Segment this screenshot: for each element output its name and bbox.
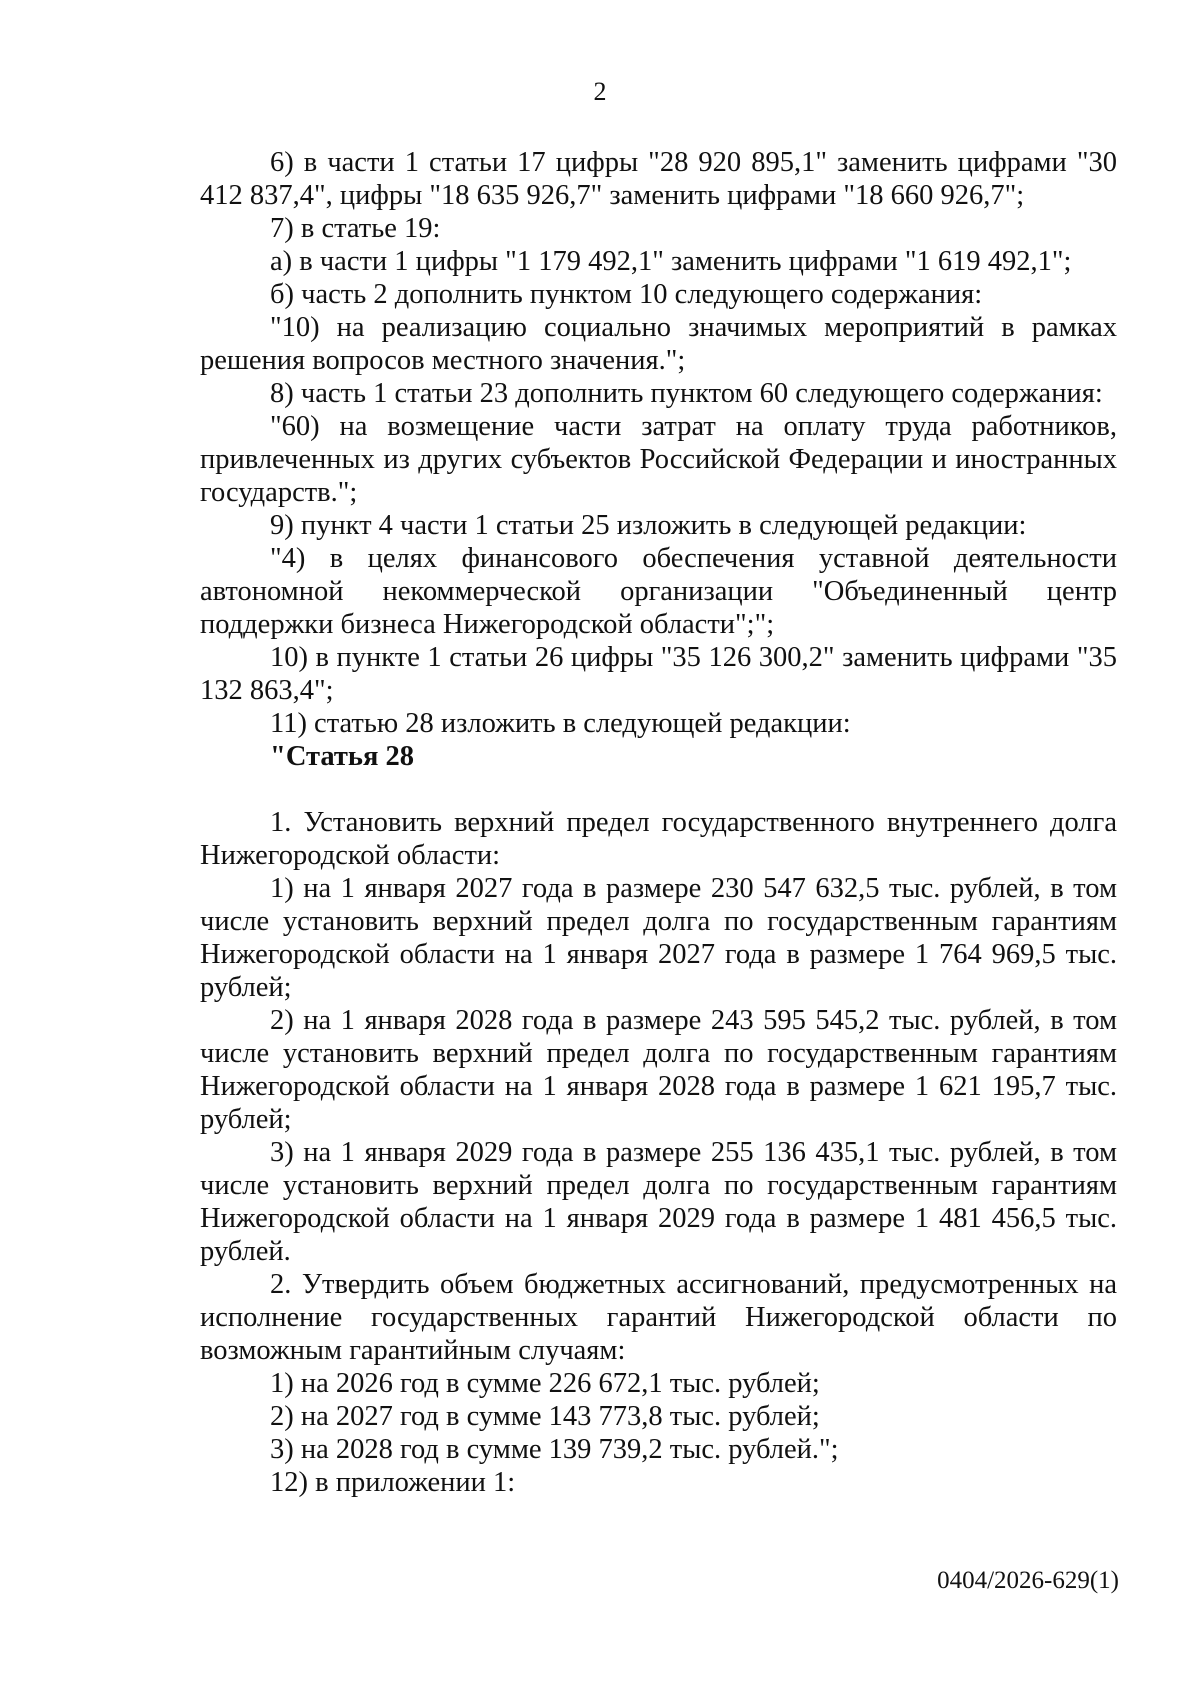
paragraph-item-11: 11) статью 28 изложить в следующей редакции: [270, 708, 851, 739]
paragraph-debt-limit-2029: 3) на 1 января 2029 года в размере 255 136 435,1 тыс. рублей, в том числе установить верхний предел долга по государственным гарантиям Нижегородской области на 1 января 2029 года в размере 1 481 456,5 тыс. рублей. [200, 1137, 1117, 1267]
document-code: 0404/2026-629(1) [937, 1567, 1119, 1594]
paragraph-item-10: 10) в пункте 1 статьи 26 цифры "35 126 300,2" заменить цифрами "35 132 863,4"; [200, 642, 1117, 706]
paragraph-item-7: 7) в статье 19: [270, 213, 441, 244]
paragraph-subitem-b: б) часть 2 дополнить пунктом 10 следующего содержания: [270, 279, 983, 310]
paragraph-debt-limit-2027: 1) на 1 января 2027 года в размере 230 547 632,5 тыс. рублей, в том числе установить верхний предел долга по государственным гарантиям Нижегородской области на 1 января 2027 года в размере 1 764 969,5 тыс. рублей; [200, 873, 1117, 1003]
page-number: 2 [593, 77, 607, 106]
paragraph-article-part-2: 2. Утвердить объем бюджетных ассигнований, предусмотренных на исполнение государственных гарантий Нижегородской области по возможным гарантийным случаям: [200, 1269, 1117, 1366]
paragraph-allocation-2028: 3) на 2028 год в сумме 139 739,2 тыс. рублей."; [270, 1434, 839, 1465]
paragraph-article-part-1: 1. Установить верхний предел государственного внутреннего долга Нижегородской области: [200, 807, 1117, 871]
paragraph-quote-10: "10) на реализацию социально значимых мероприятий в рамках решения вопросов местного значения."; [200, 312, 1117, 376]
paragraph-allocation-2027: 2) на 2027 год в сумме 143 773,8 тыс. рублей; [270, 1401, 820, 1432]
paragraph-item-9: 9) пункт 4 части 1 статьи 25 изложить в следующей редакции: [270, 510, 1027, 541]
paragraph-subitem-a: а) в части 1 цифры "1 179 492,1" заменить цифрами "1 619 492,1"; [270, 246, 1072, 277]
paragraph-debt-limit-2028: 2) на 1 января 2028 года в размере 243 595 545,2 тыс. рублей, в том числе установить верхний предел долга по государственным гарантиям Нижегородской области на 1 января 2028 года в размере 1 621 195,7 тыс. рублей; [200, 1005, 1117, 1135]
document-body [200, 146, 1117, 1499]
article-heading: "Статья 28 [270, 741, 415, 772]
paragraph-item-8: 8) часть 1 статьи 23 дополнить пунктом 60 следующего содержания: [270, 378, 1103, 409]
paragraph-allocation-2026: 1) на 2026 год в сумме 226 672,1 тыс. рублей; [270, 1368, 820, 1399]
paragraph-quote-60: "60) на возмещение части затрат на оплату труда работников, привлеченных из других субъектов Российской Федерации и иностранных государств."; [200, 411, 1117, 508]
paragraph-item-6: 6) в части 1 статьи 17 цифры "28 920 895,1" заменить цифрами "30 412 837,4", цифры "18 635 926,7" заменить цифрами "18 660 926,7"; [200, 147, 1117, 211]
paragraph-item-12: 12) в приложении 1: [270, 1467, 516, 1498]
paragraph-quote-4: "4) в целях финансового обеспечения уставной деятельности автономной некоммерческой организации "Объединенный центр поддержки бизнеса Нижегородской области";"; [200, 543, 1117, 640]
